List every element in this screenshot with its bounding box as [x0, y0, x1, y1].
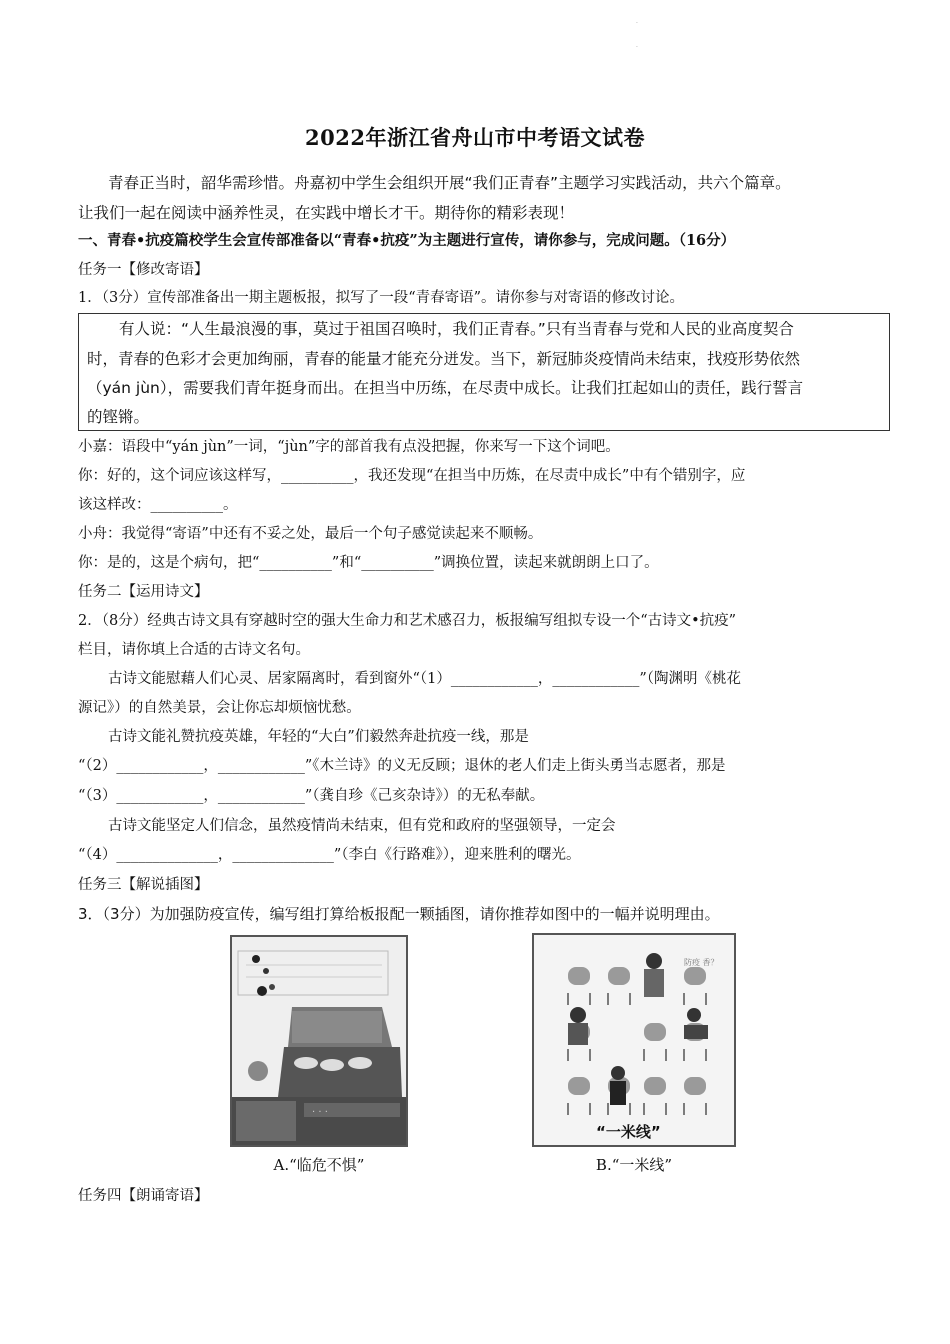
poem-para-3-line-2: “（4）______________，______________”（李白《行路难》），迎来胜利的曙光。 [78, 847, 581, 863]
illustration-b-label: “一米线” [596, 1123, 661, 1141]
scan-speck: · [636, 44, 638, 51]
svg-text:· · ·: · · · [312, 1107, 328, 1118]
task4-label: 任务四【朗诵寄语】 [78, 1188, 209, 1204]
page-title: 2022年浙江省舟山市中考语文试卷 [305, 125, 645, 150]
question-2-line-1: 2．（8分）经典古诗文具有穿越时空的强大生命力和艺术感召力，板报编写组拟专设一个“古诗文•抗疫” [78, 613, 737, 629]
illustration-b-corner-text: 防疫 香？ [684, 958, 719, 967]
task2-label: 任务二【运用诗文】 [78, 584, 209, 600]
dialog-line: 小嘉：语段中“yán jùn”一词，“jùn”字的部首我有点没把握，你来写一下这个词吧。 [78, 439, 620, 455]
dialog-line: 小舟：我觉得“寄语”中还有不妥之处，最后一个句子感觉读起来不顺畅。 [78, 526, 543, 542]
caption-b: B.“一米线” [595, 1156, 673, 1174]
dialog-line: 你：是的，这是个病句，把“__________”和“__________”调换位置，读起来就朗朗上口了。 [78, 555, 659, 571]
poem-para-2-line-1: 古诗文能礼赞抗疫英雄，年轻的“大白”们毅然奔赴抗疫一线，那是 [108, 729, 529, 745]
poem-para-1-line-1: 古诗文能慰藉人们心灵、居家隔离时，看到窗外“（1）____________，____________”（陶渊明《桃花 [108, 671, 742, 687]
box-line: 的铿锵。 [87, 408, 150, 426]
dialog-line: 该这样改：__________。 [78, 497, 238, 513]
poem-para-3-line-1: 古诗文能坚定人们信念，虽然疫情尚未结束，但有党和政府的坚强领导，一定会 [108, 818, 616, 834]
task1-label: 任务一【修改寄语】 [78, 262, 209, 278]
box-line: 时，青春的色彩才会更加绚丽，青春的能量才能充分迸发。当下，新冠肺炎疫情尚未结束，找疫形势依然 [87, 350, 801, 368]
dialog-line: 你：好的，这个词应该这样写，__________，我还发现“在担当中历炼，在尽责中成长”中有个错别字，应 [78, 468, 746, 484]
intro-line-2: 让我们一起在阅读中涵养性灵，在实践中增长才干。期待你的精彩表现！ [78, 204, 575, 222]
caption-a: A.“临危不惧” [273, 1156, 365, 1174]
box-line: 有人说：“人生最浪漫的事，莫过于祖国召唤时，我们正青春。”只有当青春与党和人民的业高度契合 [119, 320, 794, 338]
question-1: 1．（3分）宣传部准备出一期主题板报，拟写了一段“青春寄语”。请你参与对寄语的修改讨论。 [78, 290, 685, 306]
task3-label: 任务三【解说插图】 [78, 877, 209, 893]
question-3: 3．（3分）为加强防疫宣传，编写组打算给板报配一颗插图，请你推荐如图中的一幅并说明理由。 [78, 905, 720, 923]
box-line: （yán jùn），需要我们青年挺身而出。在担当中历练，在尽责中成长。让我们扛起如山的责任，践行誓言 [87, 379, 804, 397]
illustration-b [532, 933, 736, 1147]
illustration-a-graphic [232, 937, 406, 1145]
poem-para-1-line-2: 源记》）的自然美景，会让你忘却烦恼忧愁。 [78, 700, 361, 716]
message-box [78, 313, 890, 431]
illustration-a [230, 935, 408, 1147]
scan-speck: · [636, 20, 638, 27]
intro-line-1: 青春正当时，韶华需珍惜。舟嘉初中学生会组织开展“我们正青春”主题学习实践活动，共六个篇章。 [108, 174, 791, 192]
question-2-line-2: 栏目，请你填上合适的古诗文名句。 [78, 642, 310, 658]
poem-para-2-line-3: “（3）____________，____________”（龚自珍《己亥杂诗》）的无私奉献。 [78, 788, 545, 804]
illustration-b-graphic [534, 935, 734, 1145]
poem-para-2-line-2: “（2）____________，____________”《木兰诗》的义无反顾；退休的老人们走上街头勇当志愿者，那是 [78, 758, 726, 774]
section-heading: 一、青春•抗疫篇校学生会宣传部准备以“青春•抗疫”为主题进行宣传，请你参与，完成问题。（16分） [78, 232, 736, 249]
